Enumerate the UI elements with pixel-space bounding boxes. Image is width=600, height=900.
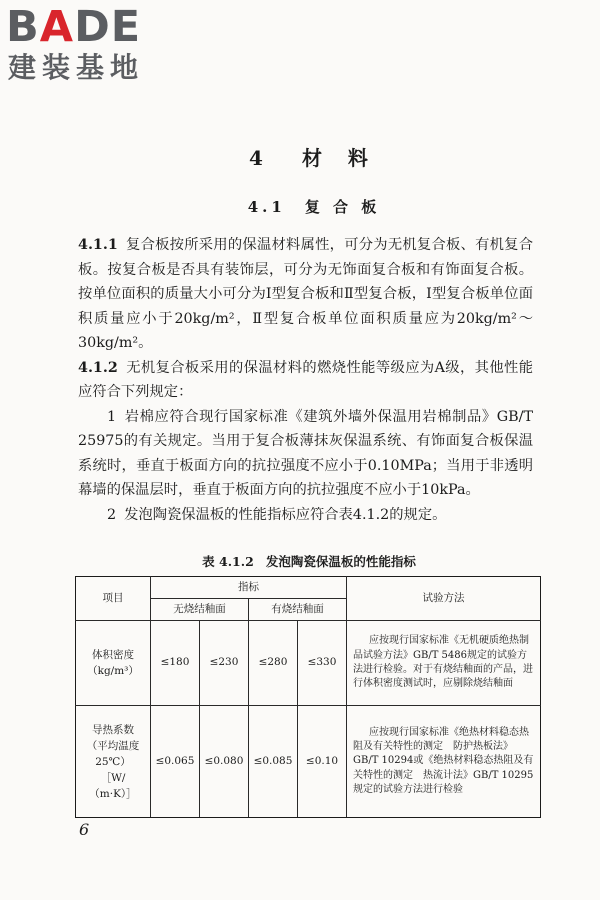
table-caption-number: 表 4.1.2 bbox=[202, 554, 254, 569]
clause-paragraph bbox=[78, 356, 533, 405]
value-cell: ≤180 bbox=[151, 621, 200, 706]
header-no-glaze: 无烧结釉面 bbox=[151, 599, 249, 621]
value-cell: ≤330 bbox=[298, 621, 347, 706]
item-line: 25℃） bbox=[95, 755, 131, 768]
logo-subtitle: 建装基地 bbox=[8, 51, 145, 84]
item-text: 岩棉应符合现行国家标准《建筑外墙外保温用岩棉制品》GB/T 25975的有关规定。当用于复合板薄抹灰保温系统、有饰面复合板保温系统时，垂直于板面方向的抗拉强度不应小于0.10MPa；当用于非透明幕墙的保温层时，垂直于板面方向的抗拉强度不应小于10kPa。 bbox=[78, 408, 533, 498]
chapter-number: 4 bbox=[249, 146, 266, 170]
item-line: ［W/ bbox=[100, 771, 126, 784]
value-cell: ≤0.065 bbox=[151, 706, 200, 818]
table-caption-title: 发泡陶瓷保温板的性能指标 bbox=[265, 554, 416, 569]
header-item: 项目 bbox=[76, 577, 151, 621]
row-item-cell bbox=[76, 621, 151, 706]
logo-letter-accent: A bbox=[39, 2, 75, 52]
header-glaze: 有烧结釉面 bbox=[249, 599, 347, 621]
item-line: （m·K）］ bbox=[89, 787, 137, 800]
clause-number: 4.1.1 bbox=[78, 237, 118, 253]
clause-number: 4.1.2 bbox=[78, 359, 118, 376]
chapter-heading bbox=[0, 143, 600, 173]
performance-table bbox=[75, 576, 541, 818]
method-text: 应按现行国家标准《无机硬质绝热制品试验方法》GB/T 5486规定的试验方法进行检验。对于有烧结釉面的产品，进行体积密度测试时，应剔除烧结釉面 bbox=[353, 635, 533, 690]
logo-wordmark bbox=[6, 4, 141, 50]
section-title-text: 复 合 板 bbox=[304, 198, 381, 216]
table-row bbox=[76, 621, 541, 706]
header-indicator: 指标 bbox=[151, 577, 347, 599]
item-line: （平均温度 bbox=[86, 739, 140, 752]
item-line: 导热系数 bbox=[92, 723, 134, 736]
item-line: （kg/m³） bbox=[87, 665, 139, 677]
logo-letters-pre: B bbox=[6, 2, 40, 52]
header-method: 试验方法 bbox=[347, 577, 541, 621]
table-row bbox=[76, 706, 541, 818]
row-item-cell bbox=[76, 706, 151, 818]
item-paragraph bbox=[78, 405, 533, 503]
section-number: 4.1 bbox=[247, 198, 286, 216]
item-number: 2 bbox=[107, 506, 117, 523]
clause-text: 无机复合板采用的保温材料的燃烧性能等级应为A级，其他性能应符合下列规定： bbox=[78, 359, 533, 400]
item-paragraph bbox=[78, 503, 533, 528]
value-cell: ≤0.085 bbox=[249, 706, 298, 818]
item-text: 发泡陶瓷保温板的性能指标应符合表4.1.2的规定。 bbox=[124, 506, 447, 523]
method-cell bbox=[347, 706, 541, 818]
body-text bbox=[78, 233, 533, 527]
logo-letters-post: DE bbox=[74, 2, 142, 52]
chapter-title-text: 材 料 bbox=[301, 146, 371, 170]
method-text: 应按现行国家标准《绝热材料稳态热阻及有关特性的测定 防护热板法》GB/T 10294或《绝热材料稳态热阻及有关特性的测定 热流计法》GB/T 10295规定的试验方法进行检验 bbox=[353, 726, 534, 795]
brand-logo bbox=[6, 4, 181, 90]
clause-paragraph bbox=[78, 233, 533, 356]
table-header-row bbox=[76, 577, 541, 599]
page-number: 6 bbox=[79, 820, 90, 839]
clause-text: 复合板按所采用的保温材料属性，可分为无机复合板、有机复合板。按复合板是否具有装饰层，可分为无饰面复合板和有饰面复合板。按单位面积的质量大小可分为Ⅰ型复合板和Ⅱ型复合板，Ⅰ型复合板单位面积质量应小于20kg/m²，Ⅱ型复合板单位面积质量应为20kg/m²～30kg/m²。 bbox=[78, 237, 533, 351]
section-heading bbox=[0, 196, 600, 218]
value-cell: ≤0.080 bbox=[200, 706, 249, 818]
item-line: 体积密度 bbox=[92, 649, 134, 661]
value-cell: ≤280 bbox=[249, 621, 298, 706]
method-cell bbox=[347, 621, 541, 706]
value-cell: ≤230 bbox=[200, 621, 249, 706]
item-number: 1 bbox=[107, 408, 117, 425]
value-cell: ≤0.10 bbox=[298, 706, 347, 818]
table-caption bbox=[0, 553, 600, 571]
